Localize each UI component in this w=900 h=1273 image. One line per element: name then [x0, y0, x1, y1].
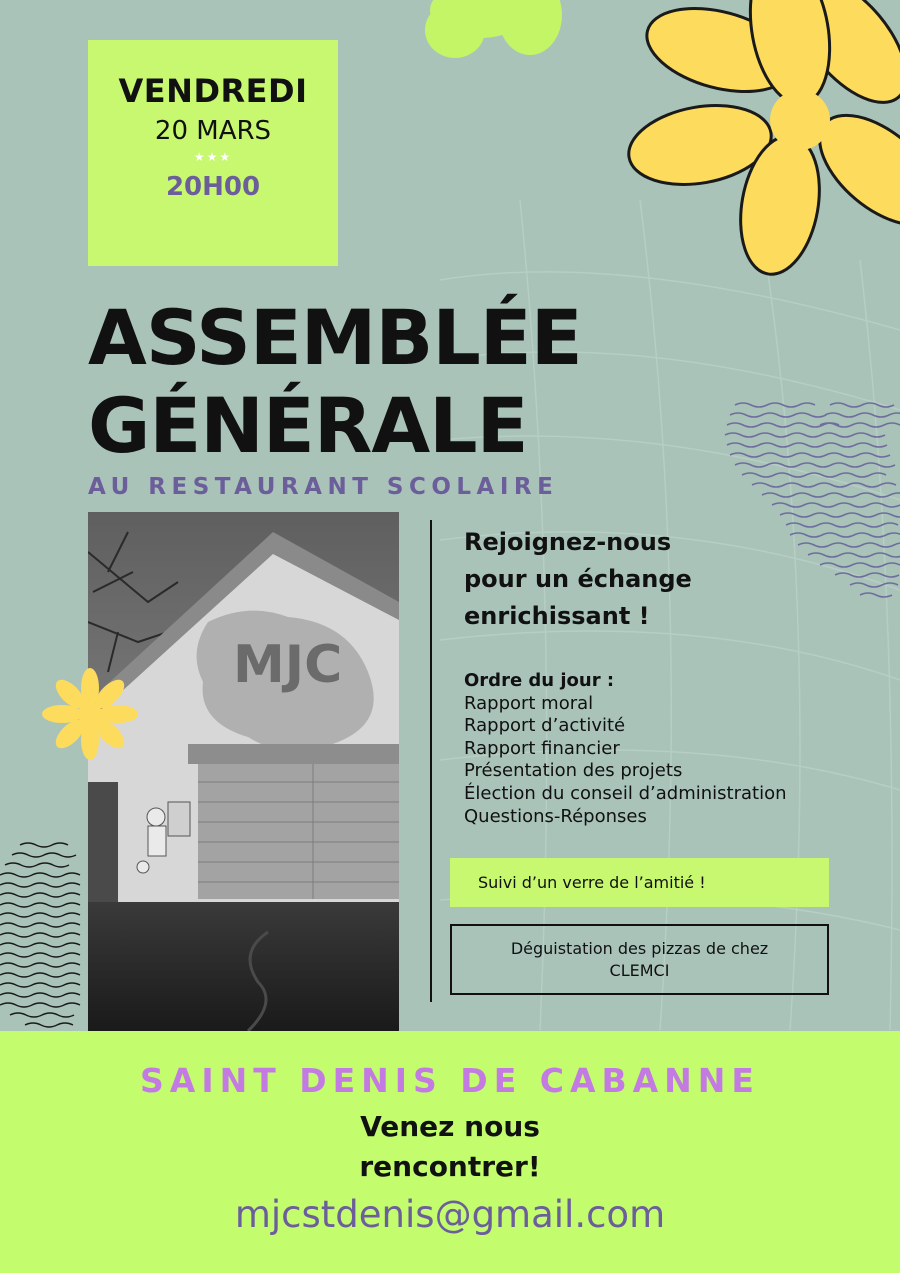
- agenda-item: Rapport d’activité: [464, 715, 626, 737]
- invitation-line-2: pour un échange: [464, 565, 692, 593]
- stars-decoration: ★★★: [193, 150, 233, 164]
- title-line-1: ASSEMBLÉE: [88, 293, 582, 382]
- friendship-drink-box: [450, 858, 829, 907]
- agenda-item: Questions-Réponses: [464, 805, 647, 827]
- agenda-item: Présentation des projets: [464, 760, 683, 782]
- town-name: SAINT DENIS DE CABANNE: [140, 1061, 760, 1100]
- wavy-blob-left-icon: [0, 843, 80, 1027]
- pizza-line-2: CLEMCI: [609, 961, 670, 980]
- pizza-tasting-text: [464, 938, 815, 982]
- vertical-divider: [430, 520, 432, 1002]
- contact-email[interactable]: mjcstdenis@gmail.com: [234, 1193, 666, 1236]
- building-photo: [88, 512, 399, 1031]
- agenda-item: Rapport moral: [464, 692, 594, 714]
- agenda-item: Rapport financier: [464, 737, 620, 759]
- invitation-line-1: Rejoignez-nous: [464, 528, 672, 556]
- event-time: 20H00: [165, 172, 261, 202]
- event-date: 20 MARS: [154, 116, 272, 146]
- agenda-item: Élection du conseil d’administration: [464, 782, 787, 804]
- meet-line-2: rencontrer!: [359, 1150, 541, 1183]
- event-day: VENDREDI: [118, 72, 308, 110]
- agenda-list: [464, 670, 864, 828]
- yellow-flower-large-icon: [622, 0, 900, 281]
- meet-us-text: [0, 1107, 900, 1187]
- meet-line-1: Venez nous: [360, 1110, 540, 1143]
- date-box: [88, 40, 338, 266]
- pizza-tasting-box: [450, 924, 829, 995]
- subtitle-location: AU RESTAURANT SCOLAIRE: [88, 474, 559, 500]
- friendship-drink-text: Suivi d’un verre de l’amitié !: [478, 873, 706, 892]
- pizza-line-1: Déguistation des pizzas de chez: [510, 939, 769, 958]
- yellow-flower-small-icon: [42, 668, 138, 760]
- green-flower-icon: [425, 0, 562, 58]
- footer-band: [0, 1031, 900, 1273]
- agenda-title: Ordre du jour :: [464, 670, 615, 691]
- mjc-sign: MJC: [233, 635, 343, 695]
- invitation-line-3: enrichissant !: [464, 602, 650, 630]
- invitation-text: [464, 524, 764, 635]
- title-line-2: GÉNÉRALE: [88, 381, 528, 470]
